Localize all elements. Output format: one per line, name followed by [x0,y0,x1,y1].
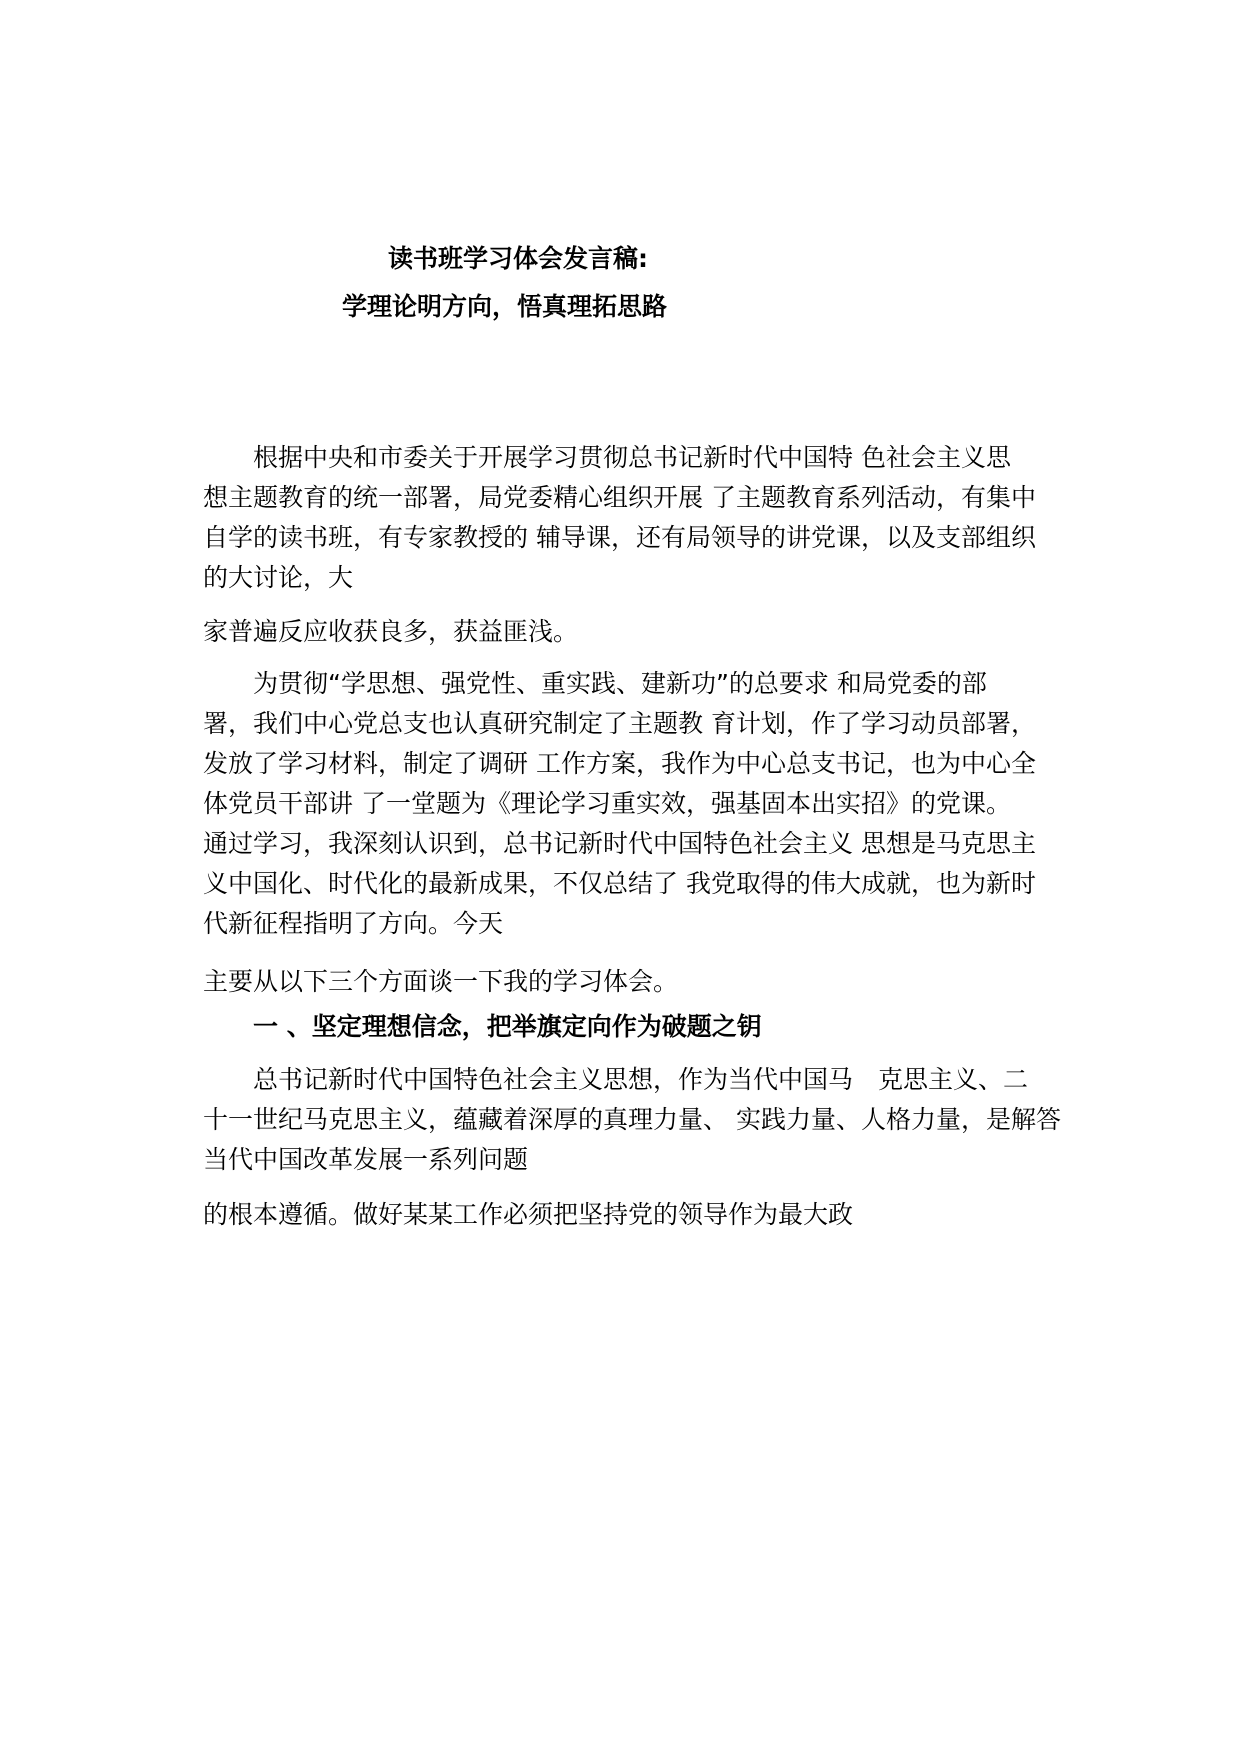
document-title-line-1: 读书班学习体会发言稿: [388,244,648,273]
paragraph-line: 为贯彻“学思想、强党性、重实践、建新功”的总要求 和局党委的部 [203,669,987,698]
paragraph-2 [203,612,1083,652]
paragraph-line: 代新征程指明了方向。今天 [203,909,504,938]
paragraph-line: 自学的读书班，有专家教授的 辅导课，还有局领导的讲党课，以及支部组织 [203,523,1036,552]
paragraph-line: 家普遍反应收获良多，获益匪浅。 [203,617,579,646]
paragraph-3 [203,664,1083,944]
paragraph-line: 总书记新时代中国特色社会主义思想，作为当代中国马 克思主义、二 [203,1065,1029,1094]
paragraph-line: 根据中央和市委关于开展学习贯彻总书记新时代中国特 色社会主义思 [203,443,1011,472]
paragraph-line: 想主题教育的统一部署，局党委精心组织开展 了主题教育系列活动，有集中 [203,483,1036,512]
paragraph-1 [203,438,1083,598]
document-title-line-2: 学理论明方向，悟真理拓思路 [342,292,668,321]
section-heading-1 [203,1007,1083,1047]
paragraph-line: 义中国化、时代化的最新成果，不仅总结了 我党取得的伟大成就，也为新时 [203,869,1036,898]
paragraph-line: 的根本遵循。做好某某工作必须把坚持党的领导作为最大政 [203,1200,854,1229]
paragraph-line: 主要从以下三个方面谈一下我的学习体会。 [203,967,679,996]
paragraph-line: 署，我们中心党总支也认真研究制定了主题教 育计划，作了学习动员部署， [203,709,1036,738]
paragraph-line: 的大讨论，大 [203,563,354,592]
section-heading-text: 一 、坚定理想信念，把举旗定向作为破题之钥 [203,1012,762,1041]
paragraph-line: 当代中国改革发展一系列问题 [203,1145,529,1174]
paragraph-line: 通过学习，我深刻认识到，总书记新时代中国特色社会主义 思想是马克思主 [203,829,1036,858]
paragraph-6 [203,1060,1083,1180]
paragraph-line: 体党员干部讲 了一堂题为《理论学习重实效，强基固本出实招》的党课。 [203,789,1011,818]
paragraph-7 [203,1195,1083,1235]
paragraph-line: 十一世纪马克思主义，蕴藏着深厚的真理力量、 实践力量、人格力量，是解答 [203,1105,1061,1134]
paragraph-line: 发放了学习材料，制定了调研 工作方案，我作为中心总支书记，也为中心全 [203,749,1036,778]
paragraph-4 [203,962,1083,1002]
